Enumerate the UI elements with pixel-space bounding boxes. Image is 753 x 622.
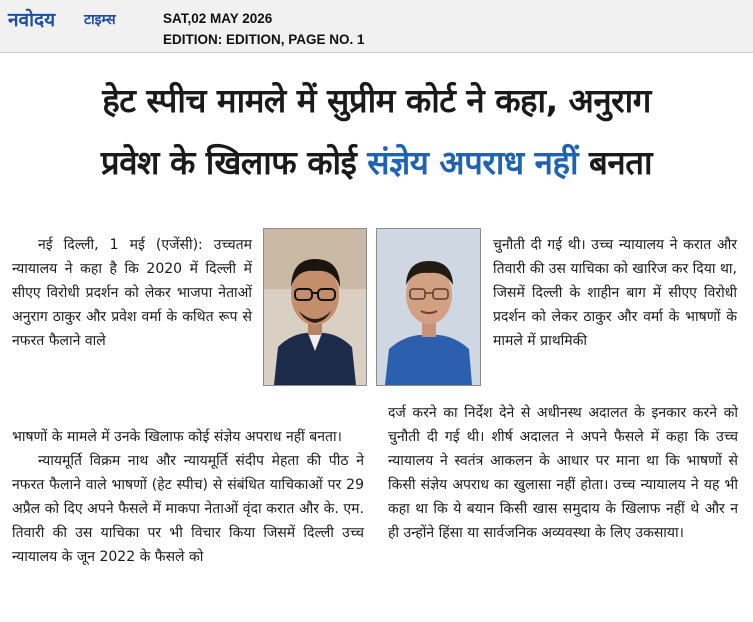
- article-paragraph-1a: नई दिल्ली, 1 मई (एजेंसी): उच्चतम न्यायालय ने कहा है कि 2020 में दिल्ली में सीएए विरोधी प्रदर्शन को लेकर भाजपा नेताओं अनुराग ठाकुर और प्रवेश वर्मा के कथित रूप से नफरत फैलाने वाले: [12, 237, 252, 349]
- article-paragraph-2: न्यायमूर्ति विक्रम नाथ और न्यायमूर्ति संदीप मेहता की पीठ ने नफरत फैलाने वाले भाषणों (हेट स्पीच) से संबंधित याचिकाओं पर 29 अप्रैल को दिए अपने फैसले में माकपा नेताओं वृंदा करात और के. एम. तिवारी की उस याचिका पर भी विचार किया जिसमें दिल्ली उच्च न्यायालय के जून 2022 के फैसले को: [12, 453, 364, 565]
- page-header: [0, 0, 753, 53]
- headline-line-2-post: बनता: [578, 143, 653, 182]
- parvesh-verma-photo: [376, 228, 481, 386]
- article-column-left-top: [12, 233, 252, 353]
- article-column-right-top: [493, 233, 737, 353]
- newspaper-logo-sub: टाइम्स: [84, 12, 116, 28]
- headline-line-1: हेट स्पीच मामले में सुप्रीम कोर्ट ने कहा, अनुराग: [102, 81, 651, 120]
- anurag-thakur-photo: [263, 228, 367, 386]
- article-paragraph-1b: भाषणों के मामले में उनके खिलाफ कोई संज्ञेय अपराध नहीं बनता।: [12, 429, 342, 445]
- article-headline: [0, 70, 753, 194]
- newspaper-logo: नवोदय: [8, 9, 56, 31]
- issue-date: SAT,02 MAY 2026: [163, 11, 273, 26]
- portrait-illustration: [377, 229, 480, 385]
- portrait-illustration: [264, 229, 366, 385]
- article-paragraph-3b: दर्ज करने का निर्देश देने से अधीनस्थ अदालत के इनकार करने को चुनौती दी गई थी। शीर्ष अदालत ने अपने फैसले में कहा कि उच्च न्यायालय ने स्वतंत्र आकलन के आधार पर माना था कि भाषणों से किसी संज्ञेय अपराध का खुलासा नहीं होता। उच्च न्यायालय ने यह भी कहा था कि ये बयान किसी खास समुदाय के खिलाफ नहीं थे और न ही उन्होंने हिंसा या सार्वजनिक अव्यवस्था के लिए उकसाया।: [388, 405, 738, 541]
- headline-line-2: [0, 132, 753, 194]
- issue-edition: EDITION: EDITION, PAGE NO. 1: [163, 32, 365, 47]
- headline-line-2-pre: प्रवेश के खिलाफ कोई: [100, 143, 368, 182]
- article-column-right-bottom: [388, 401, 738, 545]
- article-column-left-bottom: [12, 425, 364, 569]
- issue-meta: [163, 8, 365, 50]
- headline-highlight: संज्ञेय अपराध नहीं: [367, 143, 579, 182]
- article-paragraph-3a: चुनौती दी गई थी। उच्च न्यायालय ने करात और तिवारी की उस याचिका को खारिज कर दिया था, जिसमें दिल्ली के शाहीन बाग में सीएए विरोधी प्रदर्शन को लेकर ठाकुर और वर्मा के भाषणों के मामले में प्राथमिकी: [493, 237, 737, 349]
